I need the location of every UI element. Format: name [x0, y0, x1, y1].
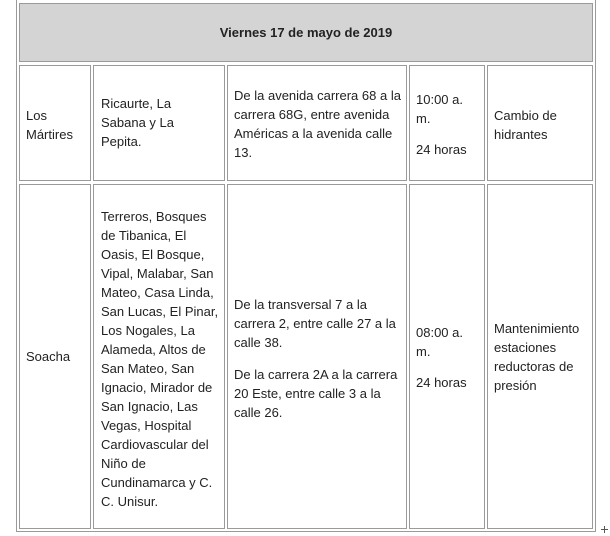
work-cell: Mantenimiento estaciones reductoras de presión — [494, 321, 580, 393]
table-row — [227, 184, 407, 529]
locality-cell: Soacha — [26, 349, 71, 364]
sector-cell: De la carrera 2A a la carrera 20 Este, entre calle 3 a la calle 26. — [234, 367, 398, 420]
table-row — [487, 65, 593, 181]
schedule-table — [16, 0, 596, 532]
date-header — [19, 3, 593, 62]
neighborhoods-cell: Terreros, Bosques de Tibanica, El Oasis, El Bosque, Vipal, Malabar, San Mateo, Casa Linda, San Lucas, El Pinar, Los Nogales, La Alameda, Altos de San Mateo, San Ignacio, Mirador de San Ignacio, Las Vegas, Hospital Cardiovascular del Niño de Cundinamarca y C. C. Unisur. — [101, 209, 219, 509]
date-header-text: Viernes 17 de mayo de 2019 — [219, 25, 393, 40]
sector-cell: De la transversal 7 a la carrera 2, entre calle 27 a la calle 38. — [234, 297, 396, 350]
locality-cell: Los Mártires — [26, 108, 73, 142]
time-cell: 10:00 a. m. — [416, 92, 463, 126]
neighborhoods-cell: Ricaurte, La Sabana y La Pepita. — [101, 96, 175, 149]
resize-handle-icon — [604, 526, 605, 533]
sector-cell: De la avenida carrera 68 a la carrera 68G, entre avenida Américas a la avenida calle 13. — [234, 88, 401, 160]
table-row — [409, 184, 485, 529]
table-row — [93, 65, 225, 181]
table-row — [227, 65, 407, 181]
duration-cell: 24 horas — [416, 142, 467, 157]
table-row — [409, 65, 485, 181]
time-cell: 08:00 a. m. — [416, 325, 463, 359]
table-row — [19, 65, 91, 181]
table-row — [93, 184, 225, 529]
work-cell: Cambio de hidrantes — [494, 108, 557, 142]
table-row — [487, 184, 593, 529]
table-row — [19, 184, 91, 529]
duration-cell: 24 horas — [416, 375, 467, 390]
